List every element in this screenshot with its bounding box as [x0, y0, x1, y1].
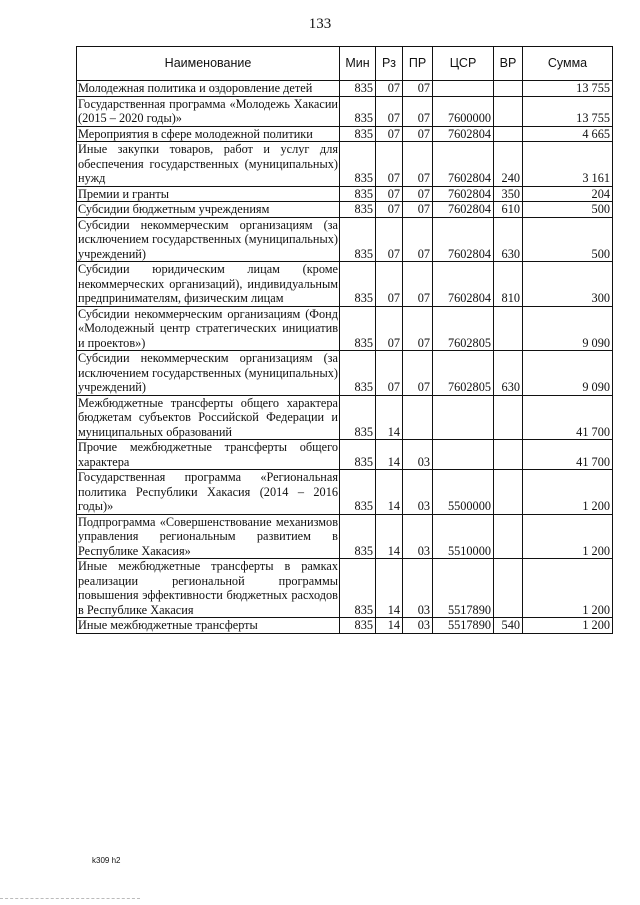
cell-min: 835: [340, 440, 376, 470]
cell-sum: 1 200: [523, 618, 613, 634]
cell-vr: [494, 514, 523, 559]
cell-sum: 500: [523, 202, 613, 218]
cell-vr: 810: [494, 262, 523, 307]
cell-rz: 07: [376, 202, 403, 218]
header-vr: ВР: [494, 47, 523, 81]
cell-vr: [494, 440, 523, 470]
cell-rz: 07: [376, 262, 403, 307]
cell-min: 835: [340, 81, 376, 97]
bottom-rule: [0, 898, 140, 899]
cell-pr: 03: [403, 470, 433, 515]
cell-vr: 240: [494, 142, 523, 187]
cell-min: 835: [340, 395, 376, 440]
cell-csr: 5517890: [433, 559, 494, 618]
cell-rz: 07: [376, 142, 403, 187]
table-row: [77, 470, 613, 515]
cell-vr: [494, 81, 523, 97]
cell-rz: 07: [376, 217, 403, 262]
cell-csr: 5500000: [433, 470, 494, 515]
cell-vr: [494, 559, 523, 618]
cell-name: Субсидии бюджетным учреждениям: [77, 202, 340, 218]
header-rz: Рз: [376, 47, 403, 81]
cell-vr: 630: [494, 351, 523, 396]
cell-csr: 7602805: [433, 351, 494, 396]
cell-name: Иные закупки товаров, работ и услуг для обеспечения государственных (муниципальных) нужд: [78, 142, 338, 185]
cell-rz: 14: [376, 514, 403, 559]
table-row: [77, 395, 613, 440]
cell-sum: 204: [523, 186, 613, 202]
cell-csr: 7600000: [433, 96, 494, 126]
cell-rz: 14: [376, 618, 403, 634]
cell-pr: 07: [403, 202, 433, 218]
cell-pr: 07: [403, 262, 433, 307]
cell-csr: 7602804: [433, 142, 494, 187]
table-header-row: [77, 47, 613, 81]
cell-sum: 1 200: [523, 470, 613, 515]
cell-min: 835: [340, 618, 376, 634]
cell-pr: 03: [403, 514, 433, 559]
footer-code: k309 h2: [92, 856, 121, 865]
cell-sum: 9 090: [523, 306, 613, 351]
table-row: [77, 306, 613, 351]
cell-name: Иные межбюджетные трансферты: [77, 618, 340, 634]
table-row: [77, 262, 613, 307]
table-row: [77, 351, 613, 396]
table-row: [77, 81, 613, 97]
cell-csr: 5510000: [433, 514, 494, 559]
cell-csr: 7602804: [433, 126, 494, 142]
cell-csr: [433, 440, 494, 470]
cell-name: Премии и гранты: [77, 186, 340, 202]
cell-min: 835: [340, 186, 376, 202]
header-csr: ЦСР: [433, 47, 494, 81]
cell-rz: 07: [376, 96, 403, 126]
cell-sum: 41 700: [523, 440, 613, 470]
table-row: [77, 618, 613, 634]
cell-name: Молодежная политика и оздоровление детей: [77, 81, 340, 97]
cell-pr: 07: [403, 81, 433, 97]
cell-sum: 41 700: [523, 395, 613, 440]
cell-csr: 7602804: [433, 262, 494, 307]
cell-pr: 07: [403, 96, 433, 126]
header-name: Наименование: [77, 47, 340, 81]
page-number: 133: [308, 16, 332, 32]
cell-vr: [494, 306, 523, 351]
cell-rz: 14: [376, 440, 403, 470]
budget-table: [76, 46, 613, 634]
cell-csr: [433, 81, 494, 97]
cell-name: Субсидии некоммерческим организациям (Фонд «Молодежный центр стратегических инициатив и проектов»): [78, 306, 338, 350]
cell-csr: 7602805: [433, 306, 494, 351]
header-sum: Сумма: [523, 47, 613, 81]
table-row: [77, 514, 613, 559]
table-row: [77, 142, 613, 187]
cell-pr: 07: [403, 126, 433, 142]
cell-min: 835: [340, 306, 376, 351]
cell-min: 835: [340, 262, 376, 307]
table-row: [77, 440, 613, 470]
cell-rz: 07: [376, 126, 403, 142]
header-min: Мин: [340, 47, 376, 81]
cell-vr: [494, 470, 523, 515]
cell-rz: 14: [376, 559, 403, 618]
cell-name: Субсидии некоммерческим организациям (за исключением государственных (муниципальных) учреждений): [78, 351, 338, 394]
cell-csr: 7602804: [433, 186, 494, 202]
cell-pr: 07: [403, 217, 433, 262]
cell-sum: 1 200: [523, 514, 613, 559]
cell-sum: 300: [523, 262, 613, 307]
cell-rz: 07: [376, 306, 403, 351]
header-pr: ПР: [403, 47, 433, 81]
cell-rz: 14: [376, 470, 403, 515]
cell-vr: [494, 96, 523, 126]
cell-name: Субсидии юридическим лицам (кроме некоммерческих организаций), индивидуальным предпринимателям, физическим лицам: [78, 262, 338, 305]
table-row: [77, 126, 613, 142]
cell-name: Прочие межбюджетные трансферты общего характера: [78, 440, 338, 469]
cell-sum: 500: [523, 217, 613, 262]
cell-min: 835: [340, 559, 376, 618]
cell-name: Субсидии некоммерческим организациям (за исключением государственных (муниципальных) учреждений): [78, 217, 338, 261]
cell-pr: 03: [403, 559, 433, 618]
cell-min: 835: [340, 142, 376, 187]
cell-csr: 5517890: [433, 618, 494, 634]
cell-vr: [494, 395, 523, 440]
cell-pr: 03: [403, 618, 433, 634]
table-row: [77, 96, 613, 126]
cell-min: 835: [340, 202, 376, 218]
cell-pr: 07: [403, 186, 433, 202]
cell-name: Мероприятия в сфере молодежной политики: [77, 126, 340, 142]
cell-rz: 14: [376, 395, 403, 440]
cell-pr: 03: [403, 440, 433, 470]
cell-vr: [494, 126, 523, 142]
cell-vr: 540: [494, 618, 523, 634]
cell-rz: 07: [376, 351, 403, 396]
cell-name: Государственная программа «Региональная политика Республики Хакасия (2014 – 2016 годы)»: [78, 470, 338, 513]
cell-pr: [403, 395, 433, 440]
cell-min: 835: [340, 514, 376, 559]
table-row: [77, 217, 613, 262]
table-row: [77, 559, 613, 618]
cell-min: 835: [340, 470, 376, 515]
cell-sum: 3 161: [523, 142, 613, 187]
cell-vr: 630: [494, 217, 523, 262]
cell-rz: 07: [376, 81, 403, 97]
cell-sum: 13 755: [523, 96, 613, 126]
cell-rz: 07: [376, 186, 403, 202]
cell-min: 835: [340, 351, 376, 396]
cell-min: 835: [340, 126, 376, 142]
cell-vr: 350: [494, 186, 523, 202]
cell-csr: [433, 395, 494, 440]
cell-name: Межбюджетные трансферты общего характера бюджетам субъектов Российской Федерации и муниципальных образований: [78, 395, 338, 439]
cell-sum: 9 090: [523, 351, 613, 396]
cell-sum: 4 665: [523, 126, 613, 142]
cell-pr: 07: [403, 351, 433, 396]
cell-csr: 7602804: [433, 217, 494, 262]
cell-pr: 07: [403, 142, 433, 187]
cell-vr: 610: [494, 202, 523, 218]
cell-csr: 7602804: [433, 202, 494, 218]
cell-sum: 1 200: [523, 559, 613, 618]
cell-sum: 13 755: [523, 81, 613, 97]
cell-name: Иные межбюджетные трансферты в рамках реализации региональной программы повышения эффективности бюджетных расходов в Республике Хакасия: [78, 559, 338, 617]
cell-pr: 07: [403, 306, 433, 351]
cell-name: Государственная программа «Молодежь Хакасии (2015 – 2020 годы)»: [78, 96, 338, 125]
cell-min: 835: [340, 217, 376, 262]
table-row: [77, 186, 613, 202]
table-row: [77, 202, 613, 218]
cell-name: Подпрограмма «Совершенствование механизмов управления региональным развитием в Республике Хакасия»: [78, 514, 338, 558]
cell-min: 835: [340, 96, 376, 126]
